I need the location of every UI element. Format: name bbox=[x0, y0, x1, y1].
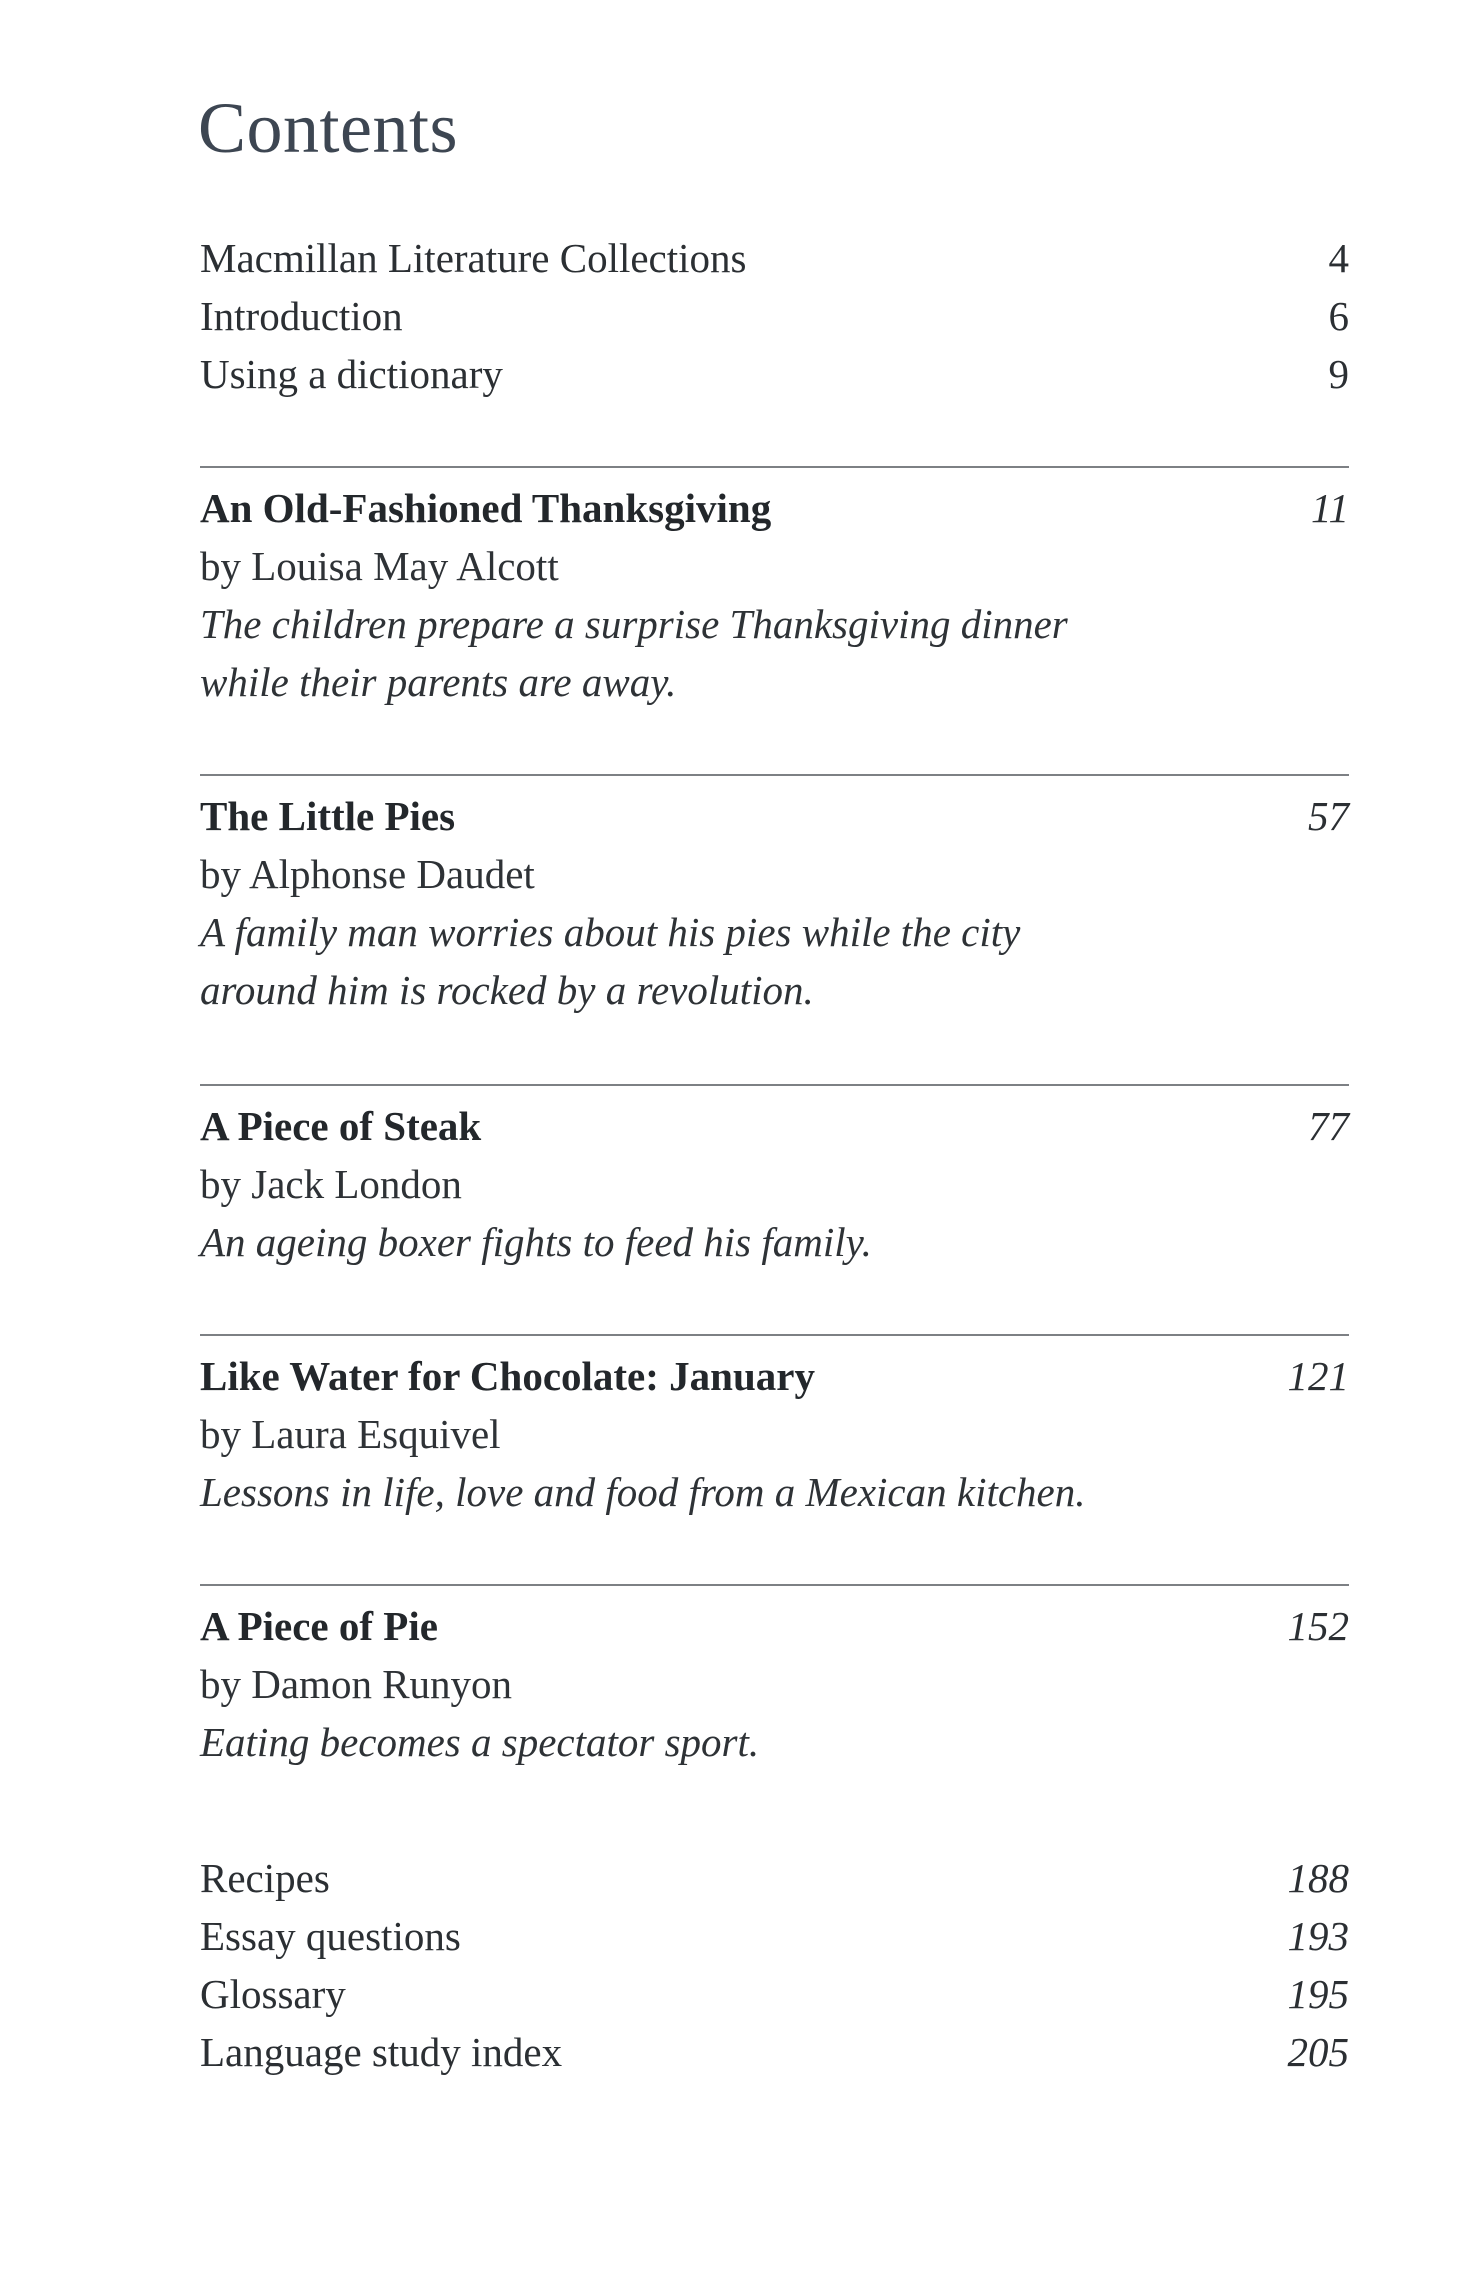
toc-entry-label: Recipes bbox=[200, 1855, 330, 1901]
story-page: 57 bbox=[1308, 793, 1349, 839]
story-page: 121 bbox=[1287, 1353, 1349, 1399]
toc-entry-label: Language study index bbox=[200, 2029, 563, 2075]
section-divider bbox=[200, 774, 1349, 776]
toc-entry-page: 9 bbox=[1328, 351, 1349, 397]
story-title: An Old-Fashioned Thanksgiving bbox=[200, 485, 772, 531]
contents-page: Contents Macmillan Literature Collections 4 Introduction 6 Using a dictionary 9 An Old-Fashioned Thanksgiving 11 by Louisa May Alcott The children prepare a surprise Thanksgiving dinner while their parents are away. The Little Pies 57 by Alphonse Daudet A family man worries about his pies while the city around him is rocked by a revolution. A Piece of Steak 77 by Jack London An ageing boxer fights to feed his family. Like Water for Chocolate: January 121 by Laura Esquivel Lessons in life, love and food from a Mexican kitchen. A Piece of Pie 152 by Damon Runyon Eating becomes a spectator sport. Recipes 188 Essay questions 193 Glossary 195 Language study index 205 bbox=[198, 88, 1349, 2075]
toc-entry-label: Introduction bbox=[200, 293, 403, 339]
section-divider bbox=[200, 1334, 1349, 1336]
toc-entry-label: Glossary bbox=[200, 1971, 346, 2017]
toc-entry-page: 188 bbox=[1287, 1855, 1349, 1901]
toc-entry-page: 193 bbox=[1287, 1913, 1349, 1959]
toc-entry-label: Using a dictionary bbox=[200, 351, 503, 397]
page-title: Contents bbox=[198, 88, 459, 168]
toc-entry-page: 205 bbox=[1287, 2029, 1349, 2075]
toc-entry-label: Macmillan Literature Collections bbox=[200, 235, 747, 281]
toc-entry-page: 195 bbox=[1287, 1971, 1349, 2017]
story-page: 77 bbox=[1308, 1103, 1349, 1149]
story-title: A Piece of Pie bbox=[200, 1603, 438, 1649]
section-divider bbox=[200, 466, 1349, 468]
section-divider bbox=[200, 1584, 1349, 1586]
story-title: A Piece of Steak bbox=[200, 1103, 482, 1149]
toc-entry-label: Essay questions bbox=[200, 1913, 461, 1959]
toc-entry-page: 4 bbox=[1328, 235, 1349, 281]
section-divider bbox=[200, 1084, 1349, 1086]
story-title: The Little Pies bbox=[200, 793, 456, 839]
story-page: 152 bbox=[1287, 1603, 1349, 1649]
story-page: 11 bbox=[1311, 485, 1349, 531]
story-title: Like Water for Chocolate: January bbox=[200, 1353, 815, 1399]
toc-entry-page: 6 bbox=[1328, 293, 1349, 339]
